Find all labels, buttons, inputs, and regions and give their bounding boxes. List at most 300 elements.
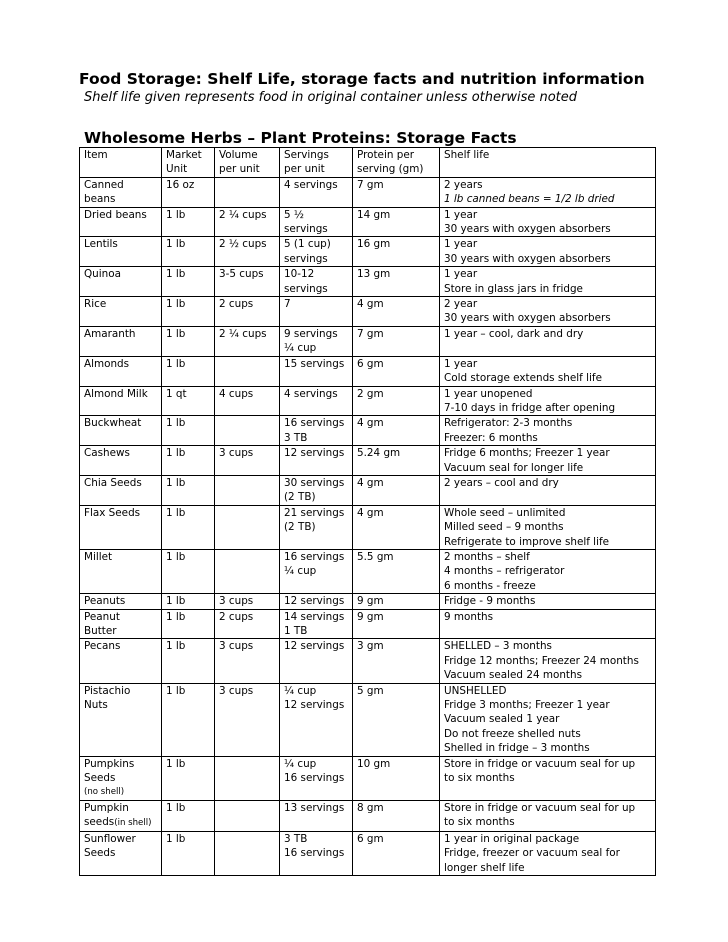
cell-protein [353,416,440,446]
cell-volume [215,756,280,800]
shelf-text-line: Whole seed – unlimited [444,506,566,519]
cell-volume [215,237,280,267]
cell-volume [215,800,280,831]
cell-market-unit [162,237,215,267]
header-market-unit [162,148,215,178]
shelf-text-line: to six months [444,772,515,785]
table-row [80,609,656,639]
cell-item [80,683,162,756]
cell-item [80,594,162,609]
servings-text-line: 21 servings [284,506,345,519]
cell-market-unit [162,207,215,237]
item-text-line: seeds(in shell) [84,816,152,829]
shelf-text-line: 2 year [444,298,478,311]
shelf-text-line: Do not freeze shelled nuts [444,727,581,740]
cell-item [80,297,162,327]
table-row [80,177,656,207]
unit-text-line: 1 lb [166,550,186,563]
cell-market-unit [162,475,215,505]
cell-servings [280,386,353,416]
cell-shelf-life [440,356,656,386]
cell-shelf-life [440,549,656,593]
shelf-text-line: Store in glass jars in fridge [444,282,583,295]
servings-text-line: ¼ cup [284,757,317,770]
cell-market-unit [162,549,215,593]
cell-volume [215,639,280,683]
unit-text-line: 16 oz [166,178,195,191]
item-text-line: Lentils [84,238,118,251]
table-row [80,505,656,549]
servings-text-line: 12 servings [284,595,345,608]
protein-text-line: 5 gm [357,684,384,697]
unit-text-line: 1 lb [166,447,186,460]
servings-text-line: 5 ½ [284,208,304,221]
header-text-line: per unit [219,163,260,176]
protein-text-line: 4 gm [357,417,384,430]
servings-text-line: 3 TB [284,431,308,444]
volume-text-line: 3-5 cups [219,268,264,281]
shelf-text-line: 1 year – cool, dark and dry [444,327,584,340]
volume-text-line: 2 ¼ cups [219,208,267,221]
cell-shelf-life [440,267,656,297]
volume-text-line: 2 ½ cups [219,238,267,251]
shelf-note: 1 lb canned beans = 1/2 lb dried [444,193,615,206]
cell-shelf-life [440,639,656,683]
volume-text-line [219,416,276,430]
item-text-line: Nuts [84,699,108,712]
volume-text-line: 4 cups [219,387,254,400]
table-row [80,446,656,476]
cell-item [80,756,162,800]
protein-text-line: 3 gm [357,640,384,653]
volume-text-line: 3 cups [219,595,254,608]
cell-servings [280,756,353,800]
cell-item [80,237,162,267]
table-row [80,267,656,297]
cell-servings [280,683,353,756]
unit-text-line: 1 lb [166,357,186,370]
cell-shelf-life [440,237,656,267]
shelf-text-line: 1 year [444,268,478,281]
servings-text-line: servings [284,282,328,295]
unit-text-line: 1 lb [166,610,186,623]
item-text-line: Millet [84,550,113,563]
cell-volume [215,297,280,327]
table-row [80,831,656,875]
unit-text-line: 1 lb [166,238,186,251]
unit-text-line: 1 lb [166,506,186,519]
cell-item [80,639,162,683]
header-text-line: serving (gm) [357,163,424,176]
item-text-line: Pistachio [84,684,131,697]
shelf-text-line: Store in fridge or vacuum seal for up [444,801,636,814]
cell-market-unit [162,416,215,446]
servings-text-line: 4 servings [284,178,338,191]
cell-volume [215,386,280,416]
table-row [80,639,656,683]
cell-item [80,609,162,639]
shelf-text-line: Fridge 3 months; Freezer 1 year [444,699,610,712]
volume-text-line [219,550,276,564]
header-text-line: Shelf life [444,149,490,161]
item-text-line: Peanuts [84,595,126,608]
cell-protein [353,609,440,639]
servings-text-line: 16 servings [284,847,345,860]
shelf-text-line: longer shelf life [444,861,525,874]
protein-text-line: 5.24 gm [357,447,401,460]
table-body [80,177,656,875]
protein-text-line: 14 gm [357,208,391,221]
shelf-text-line: Milled seed – 9 months [444,521,564,534]
cell-volume [215,505,280,549]
cell-item [80,267,162,297]
volume-text-line [219,506,276,520]
servings-text-line: 16 servings [284,550,345,563]
shelf-text-line: 1 year [444,238,478,251]
cell-market-unit [162,386,215,416]
unit-text-line: 1 lb [166,476,186,489]
shelf-text-line: 1 year in original package [444,832,580,845]
cell-shelf-life [440,446,656,476]
cell-market-unit [162,177,215,207]
header-servings [280,148,353,178]
cell-shelf-life [440,297,656,327]
cell-protein [353,683,440,756]
cell-item [80,505,162,549]
cell-volume [215,683,280,756]
servings-text-line: 4 servings [284,387,338,400]
cell-servings [280,475,353,505]
servings-text-line: servings [284,223,328,236]
header-shelf-life [440,148,656,178]
cell-servings [280,237,353,267]
item-text-line: Buckwheat [84,417,142,430]
page-subtitle: Shelf life given represents food in original container unless otherwise noted [84,90,578,105]
cell-shelf-life [440,475,656,505]
shelf-text-line: SHELLED – 3 months [444,640,552,653]
shelf-text-line: Cold storage extends shelf life [444,372,602,385]
item-note: (in shell) [114,818,152,829]
item-text-line: Seeds [84,847,116,860]
servings-text-line: 16 servings [284,772,345,785]
item-text-line: Canned [84,178,124,191]
header-text-line: Item [84,149,108,161]
item-text-line: Pumpkins [84,757,135,770]
item-text-line: Sunflower [84,832,136,845]
unit-text-line: 1 lb [166,417,186,430]
table-row [80,386,656,416]
unit-text-line: 1 lb [166,684,186,697]
cell-shelf-life [440,416,656,446]
volume-text-line [219,178,276,192]
cell-protein [353,549,440,593]
protein-text-line: 6 gm [357,832,384,845]
cell-servings [280,297,353,327]
cell-volume [215,207,280,237]
protein-text-line: 16 gm [357,238,391,251]
cell-volume [215,594,280,609]
cell-protein [353,594,440,609]
shelf-text-line: Fridge, freezer or vacuum seal for [444,847,620,860]
cell-volume [215,475,280,505]
unit-text-line: 1 lb [166,801,186,814]
table-header-row [80,148,656,178]
servings-text-line: 5 (1 cup) [284,238,331,251]
servings-text-line: 13 servings [284,801,345,814]
cell-protein [353,326,440,356]
shelf-text-line: Shelled in fridge – 3 months [444,742,590,755]
servings-text-line: 16 servings [284,417,345,430]
header-text-line: Market [166,149,202,161]
item-text-line: Seeds [84,772,116,785]
cell-servings [280,356,353,386]
cell-protein [353,831,440,875]
shelf-text-line: 1 year [444,357,478,370]
cell-market-unit [162,326,215,356]
cell-protein [353,207,440,237]
servings-text-line: 12 servings [284,447,345,460]
servings-text-line: (2 TB) [284,491,316,504]
item-text-line: Rice [84,298,107,311]
table-row [80,549,656,593]
header-protein [353,148,440,178]
cell-protein [353,297,440,327]
protein-text-line: 10 gm [357,757,391,770]
shelf-text-line: Vacuum sealed 24 months [444,669,582,682]
cell-protein [353,177,440,207]
cell-servings [280,609,353,639]
header-text-line: Unit [166,163,188,176]
section-title: Wholesome Herbs – Plant Proteins: Storage Facts [84,129,517,147]
cell-protein [353,267,440,297]
servings-text-line: ¼ cup [284,342,317,355]
cell-item [80,800,162,831]
cell-shelf-life [440,505,656,549]
table-row [80,326,656,356]
shelf-text-line: 30 years with oxygen absorbers [444,223,611,236]
cell-volume [215,326,280,356]
unit-text-line: 1 lb [166,268,186,281]
table-row [80,683,656,756]
cell-shelf-life [440,594,656,609]
protein-text-line: 7 gm [357,178,384,191]
table-row [80,416,656,446]
item-text-line: Amaranth [84,327,136,340]
shelf-text-line: 2 years [444,178,483,191]
item-text-line: Pumpkin [84,801,129,814]
servings-text-line: 1 TB [284,625,308,637]
volume-text-line: 2 ¼ cups [219,327,267,340]
storage-table [79,147,656,876]
cell-servings [280,505,353,549]
unit-text-line: 1 lb [166,327,186,340]
cell-shelf-life [440,326,656,356]
unit-text-line: 1 lb [166,640,186,653]
cell-item [80,356,162,386]
servings-text-line: 14 servings [284,610,345,623]
cell-item [80,326,162,356]
protein-text-line: 6 gm [357,357,384,370]
table-row [80,297,656,327]
item-text-line: Flax Seeds [84,506,141,519]
header-text-line: Servings [284,149,329,161]
shelf-text-line: 9 months [444,610,494,623]
cell-item [80,386,162,416]
cell-servings [280,267,353,297]
servings-text-line: 10-12 [284,268,315,281]
table-row [80,475,656,505]
cell-shelf-life [440,609,656,639]
table-row [80,237,656,267]
shelf-text-line: Vacuum seal for longer life [444,461,584,474]
item-text-line: Quinoa [84,268,121,281]
item-text-line: Butter [84,625,117,637]
volume-text-line: 3 cups [219,684,254,697]
servings-text-line: servings [284,252,328,265]
cell-servings [280,446,353,476]
protein-text-line: 4 gm [357,506,384,519]
cell-volume [215,267,280,297]
cell-servings [280,594,353,609]
cell-protein [353,237,440,267]
cell-protein [353,475,440,505]
cell-shelf-life [440,756,656,800]
page-title: Food Storage: Shelf Life, storage facts and nutrition information [79,70,645,88]
cell-item [80,207,162,237]
cell-servings [280,177,353,207]
shelf-text-line: Vacuum sealed 1 year [444,713,560,726]
shelf-text-line: 1 year [444,208,478,221]
shelf-text-line: 7-10 days in fridge after opening [444,401,616,414]
header-volume [215,148,280,178]
cell-market-unit [162,267,215,297]
cell-protein [353,639,440,683]
servings-text-line: 12 servings [284,699,345,712]
cell-shelf-life [440,177,656,207]
servings-text-line: 7 [284,298,291,311]
cell-market-unit [162,356,215,386]
table-row [80,207,656,237]
header-text-line: Volume [219,149,258,161]
cell-shelf-life [440,800,656,831]
unit-text-line: 1 qt [166,387,187,400]
cell-volume [215,446,280,476]
cell-market-unit [162,831,215,875]
cell-protein [353,505,440,549]
servings-text-line: 15 servings [284,357,345,370]
protein-text-line: 4 gm [357,476,384,489]
servings-text-line: ¼ cup [284,684,317,697]
cell-shelf-life [440,831,656,875]
cell-market-unit [162,683,215,756]
item-text-line: Almonds [84,357,130,370]
table-row [80,756,656,800]
unit-text-line: 1 lb [166,208,186,221]
volume-text-line [219,801,276,815]
item-note: (no shell) [84,787,125,798]
cell-item [80,475,162,505]
volume-text-line: 2 cups [219,298,254,311]
cell-servings [280,416,353,446]
item-text-line: Peanut [84,610,120,623]
volume-text-line [219,476,276,490]
protein-text-line: 9 gm [357,595,384,608]
servings-text-line: 9 servings [284,327,338,340]
servings-text-line: 3 TB [284,832,308,845]
item-text-line: Cashews [84,447,130,460]
cell-servings [280,800,353,831]
cell-shelf-life [440,683,656,756]
cell-volume [215,831,280,875]
servings-text-line: 12 servings [284,640,345,653]
cell-market-unit [162,446,215,476]
shelf-text-line: UNSHELLED [444,684,507,697]
shelf-text-line: to six months [444,816,515,829]
cell-market-unit [162,639,215,683]
shelf-text-line: 6 months - freeze [444,579,536,592]
cell-market-unit [162,297,215,327]
unit-text-line: 1 lb [166,832,186,845]
shelf-text-line: 4 months – refrigerator [444,565,565,578]
cell-market-unit [162,756,215,800]
servings-text-line: (2 TB) [284,521,316,534]
header-item [80,148,162,178]
shelf-text-line: Fridge - 9 months [444,595,536,608]
cell-servings [280,207,353,237]
cell-servings [280,326,353,356]
item-text-line: Almond Milk [84,387,148,400]
cell-protein [353,756,440,800]
cell-item [80,831,162,875]
protein-text-line: 4 gm [357,298,384,311]
protein-text-line: 9 gm [357,610,384,623]
cell-protein [353,446,440,476]
cell-item [80,177,162,207]
protein-text-line: 8 gm [357,801,384,814]
unit-text-line: 1 lb [166,298,186,311]
cell-servings [280,549,353,593]
cell-item [80,416,162,446]
volume-text-line: 2 cups [219,610,254,623]
shelf-text-line: Refrigerate to improve shelf life [444,535,610,548]
header-text-line: Protein per [357,149,414,161]
volume-text-line [219,832,276,846]
table-row [80,800,656,831]
cell-market-unit [162,609,215,639]
protein-text-line: 13 gm [357,268,391,281]
table-row [80,594,656,609]
cell-protein [353,386,440,416]
cell-shelf-life [440,207,656,237]
shelf-text-line: 30 years with oxygen absorbers [444,252,611,265]
shelf-text-line: Refrigerator: 2-3 months [444,417,573,430]
shelf-text-line: Fridge 6 months; Freezer 1 year [444,447,610,460]
cell-protein [353,356,440,386]
document-page [79,70,657,876]
cell-volume [215,609,280,639]
protein-text-line: 5.5 gm [357,550,394,563]
item-text-line: beans [84,193,116,206]
shelf-text-line: 1 year unopened [444,387,533,400]
item-text-line: Pecans [84,640,121,653]
cell-market-unit [162,594,215,609]
cell-protein [353,800,440,831]
table-row [80,356,656,386]
cell-servings [280,639,353,683]
header-text-line: per unit [284,163,325,176]
servings-text-line: ¼ cup [284,565,317,578]
protein-text-line: 2 gm [357,387,384,400]
